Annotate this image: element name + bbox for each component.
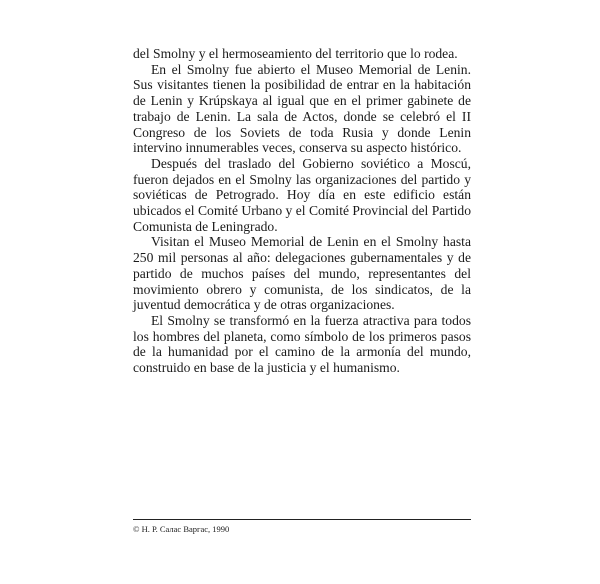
paragraph-visitors: Visitan el Museo Memorial de Lenin en el Smolny hasta 250 mil personas al año: delegaciones gubernamentales y de partido de muchos países del mundo, representantes del movimiento obrero y comunista, de los sindicatos, de la juventud democrática y de otras organizaciones. (133, 234, 471, 313)
document-body (133, 46, 471, 376)
paragraph-continuation: del Smolny y el hermoseamiento del territorio que lo rodea. (133, 46, 458, 61)
footer-divider (133, 519, 471, 520)
paragraph-symbol: El Smolny se transformó en la fuerza atractiva para todos los hombres del planeta, como símbolo de los primeros pasos de la humanidad por el camino de la armonía del mundo, construido en base de la justicia y el humanismo. (133, 312, 471, 376)
copyright-notice: © Н. Р. Салас Варгас, 1990 (133, 524, 230, 534)
paragraph-museum: En el Smolny fue abierto el Museo Memorial de Lenin. Sus visitantes tienen la posibilidad de entrar en la habitación de Lenin y Krúpskaya al igual que en el primer gabinete de trabajo de Lenin. La sala de Actos, donde se celebró el II Congreso de los Soviets de toda Rusia y donde Lenin intervino innumerables veces, conserva su aspecto histórico. (133, 61, 471, 156)
paragraph-government-move: Después del traslado del Gobierno soviético a Moscú, fueron dejados en el Smolny las organizaciones del partido y soviéticas de Petrogrado. Hoy día en este edificio están ubicados el Comité Urbano y el Comité Provincial del Partido Comunista de Leningrado. (133, 155, 471, 234)
